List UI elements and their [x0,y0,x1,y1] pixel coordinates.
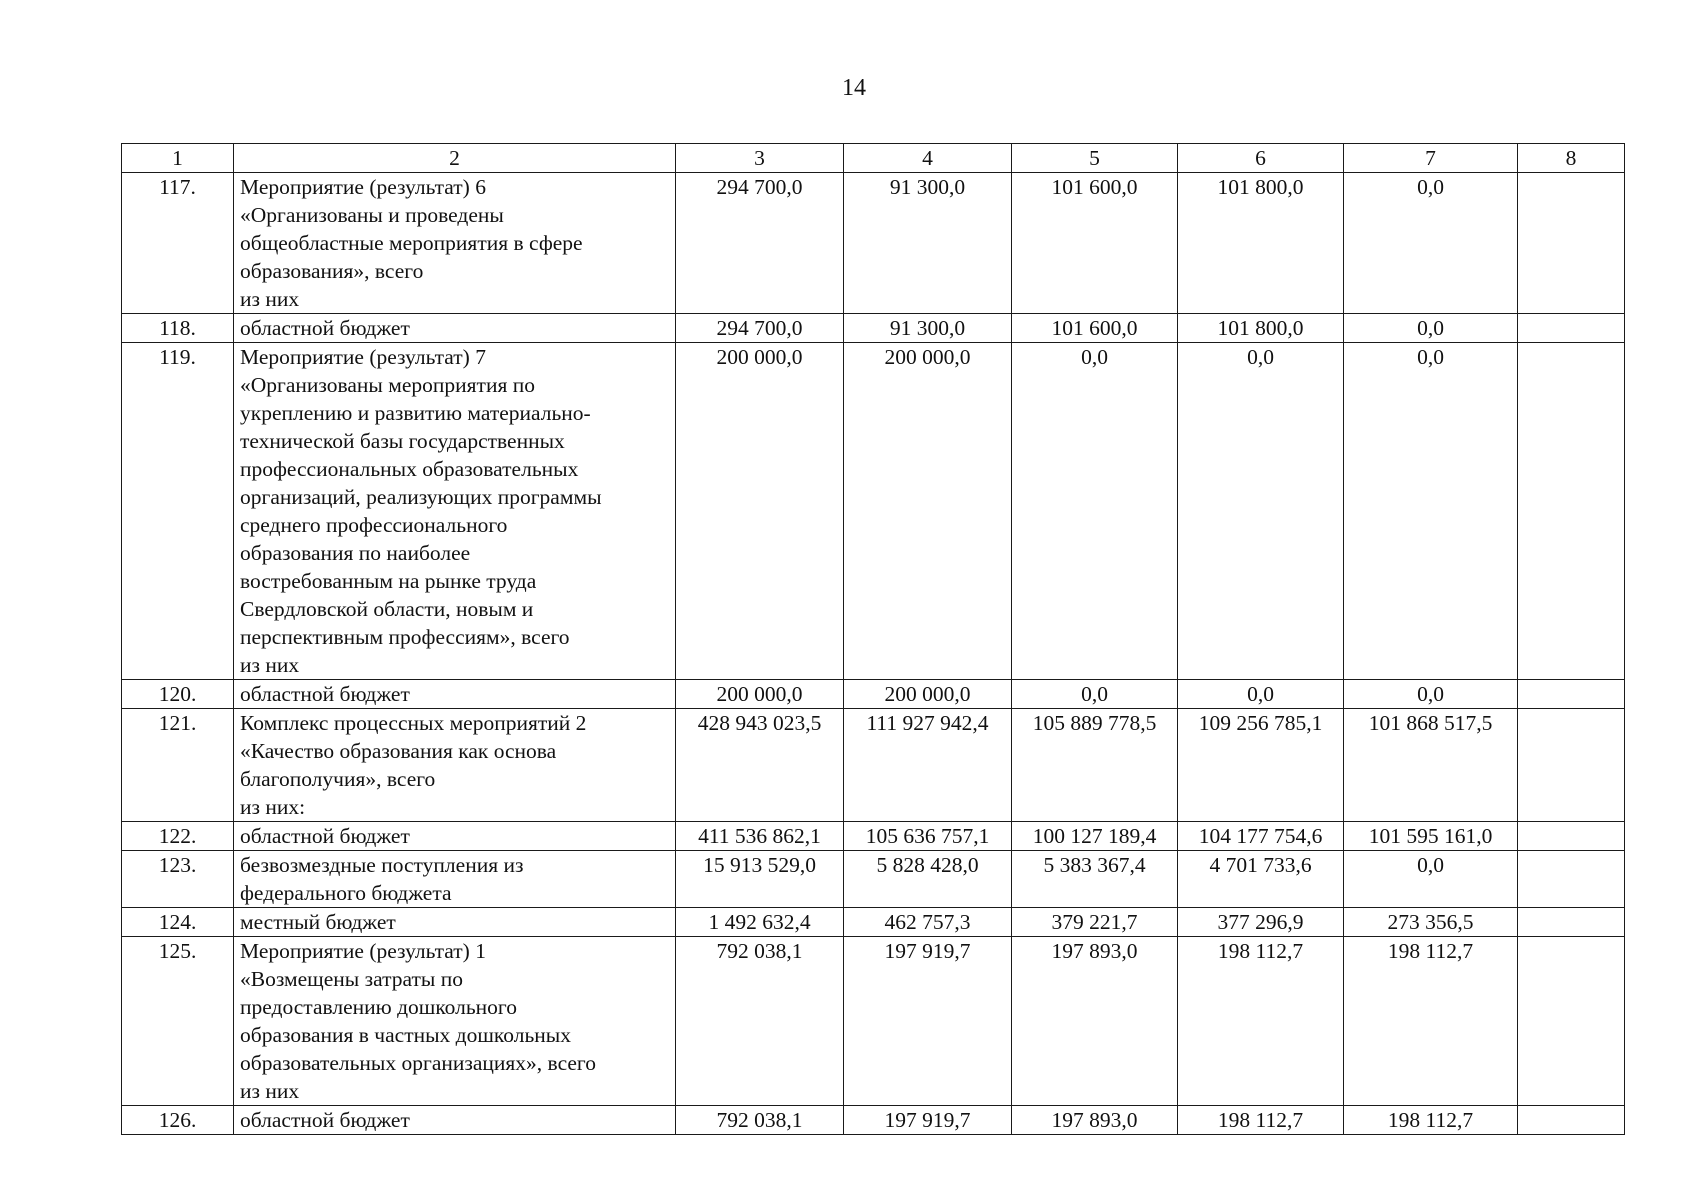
table-row [122,709,1625,822]
value-cell-col-5: 0,0 [1012,680,1178,709]
description-line: «Организованы и проведены [240,203,504,227]
value-cell-col-4: 105 636 757,1 [844,822,1012,851]
value-cell-col-8 [1518,822,1625,851]
row-number: 124. [122,908,234,937]
value-cell-col-8 [1518,343,1625,680]
value-cell-col-3: 294 700,0 [676,173,844,314]
row-description [234,851,676,908]
row-number: 120. [122,680,234,709]
table-row [122,173,1625,314]
description-line: Мероприятие (результат) 6 [240,175,486,199]
row-number: 123. [122,851,234,908]
row-description [234,908,676,937]
value-cell-col-7: 0,0 [1344,314,1518,343]
value-cell-col-3: 200 000,0 [676,343,844,680]
row-number: 118. [122,314,234,343]
value-cell-col-7: 273 356,5 [1344,908,1518,937]
row-description [234,937,676,1106]
description-line: образования в частных дошкольных [240,1023,571,1047]
description-line: областной бюджет [240,1108,410,1132]
value-cell-col-6: 4 701 733,6 [1178,851,1344,908]
value-cell-col-4: 197 919,7 [844,1106,1012,1135]
value-cell-col-3: 294 700,0 [676,314,844,343]
description-line: Мероприятие (результат) 7 [240,345,486,369]
value-cell-col-5: 100 127 189,4 [1012,822,1178,851]
column-number-row [122,144,1625,173]
value-cell-col-8 [1518,1106,1625,1135]
description-line: из них [240,287,300,311]
row-number: 121. [122,709,234,822]
description-line: благополучия», всего [240,767,436,791]
description-line: федерального бюджета [240,881,452,905]
column-header: 8 [1518,144,1625,173]
description-line: «Организованы мероприятия по [240,373,535,397]
column-header: 7 [1344,144,1518,173]
description-line: профессиональных образовательных [240,457,579,481]
value-cell-col-6: 104 177 754,6 [1178,822,1344,851]
value-cell-col-6: 109 256 785,1 [1178,709,1344,822]
value-cell-col-7: 101 595 161,0 [1344,822,1518,851]
column-header: 2 [234,144,676,173]
description-line: областной бюджет [240,824,410,848]
table-row [122,680,1625,709]
budget-table [121,143,1625,1135]
value-cell-col-8 [1518,908,1625,937]
table-row [122,314,1625,343]
column-header: 6 [1178,144,1344,173]
table-row [122,343,1625,680]
value-cell-col-6: 198 112,7 [1178,1106,1344,1135]
value-cell-col-4: 197 919,7 [844,937,1012,1106]
column-header: 5 [1012,144,1178,173]
description-line: из них: [240,795,306,819]
value-cell-col-5: 101 600,0 [1012,173,1178,314]
value-cell-col-6: 101 800,0 [1178,173,1344,314]
value-cell-col-6: 0,0 [1178,343,1344,680]
description-line: укреплению и развитию материально- [240,401,591,425]
row-description [234,343,676,680]
table-row [122,908,1625,937]
value-cell-col-4: 91 300,0 [844,173,1012,314]
value-cell-col-3: 428 943 023,5 [676,709,844,822]
row-description [234,709,676,822]
value-cell-col-5: 0,0 [1012,343,1178,680]
description-line: Мероприятие (результат) 1 [240,939,486,963]
column-header: 1 [122,144,234,173]
value-cell-col-5: 101 600,0 [1012,314,1178,343]
value-cell-col-5: 197 893,0 [1012,937,1178,1106]
value-cell-col-4: 462 757,3 [844,908,1012,937]
column-header: 4 [844,144,1012,173]
description-line: Комплекс процессных мероприятий 2 [240,711,587,735]
row-number: 125. [122,937,234,1106]
value-cell-col-7: 198 112,7 [1344,937,1518,1106]
row-number: 122. [122,822,234,851]
value-cell-col-7: 0,0 [1344,173,1518,314]
table-row [122,851,1625,908]
table-body [122,144,1625,1135]
value-cell-col-5: 5 383 367,4 [1012,851,1178,908]
value-cell-col-5: 197 893,0 [1012,1106,1178,1135]
description-line: технической базы государственных [240,429,565,453]
description-line: «Качество образования как основа [240,739,557,763]
description-line: предоставлению дошкольного [240,995,517,1019]
description-line: образования», всего [240,259,424,283]
row-description [234,822,676,851]
row-number: 117. [122,173,234,314]
table-row [122,937,1625,1106]
value-cell-col-3: 792 038,1 [676,1106,844,1135]
description-line: местный бюджет [240,910,396,934]
value-cell-col-5: 379 221,7 [1012,908,1178,937]
column-header: 3 [676,144,844,173]
value-cell-col-3: 1 492 632,4 [676,908,844,937]
value-cell-col-8 [1518,173,1625,314]
value-cell-col-8 [1518,314,1625,343]
row-number: 119. [122,343,234,680]
value-cell-col-7: 0,0 [1344,343,1518,680]
value-cell-col-6: 198 112,7 [1178,937,1344,1106]
page-number: 14 [842,75,866,101]
value-cell-col-4: 200 000,0 [844,343,1012,680]
row-number: 126. [122,1106,234,1135]
value-cell-col-7: 0,0 [1344,851,1518,908]
value-cell-col-8 [1518,680,1625,709]
description-line: общеобластные мероприятия в сфере [240,231,583,255]
value-cell-col-6: 0,0 [1178,680,1344,709]
value-cell-col-6: 377 296,9 [1178,908,1344,937]
row-description [234,173,676,314]
description-line: из них [240,1079,300,1103]
value-cell-col-3: 411 536 862,1 [676,822,844,851]
description-line: «Возмещены затраты по [240,967,463,991]
value-cell-col-6: 101 800,0 [1178,314,1344,343]
description-line: Свердловской области, новым и [240,597,534,621]
value-cell-col-8 [1518,937,1625,1106]
row-description [234,314,676,343]
value-cell-col-8 [1518,709,1625,822]
value-cell-col-4: 5 828 428,0 [844,851,1012,908]
value-cell-col-7: 0,0 [1344,680,1518,709]
description-line: организаций, реализующих программы [240,485,602,509]
value-cell-col-7: 198 112,7 [1344,1106,1518,1135]
table-row [122,1106,1625,1135]
value-cell-col-4: 111 927 942,4 [844,709,1012,822]
description-line: из них [240,653,300,677]
value-cell-col-5: 105 889 778,5 [1012,709,1178,822]
table-row [122,822,1625,851]
row-description [234,680,676,709]
value-cell-col-3: 15 913 529,0 [676,851,844,908]
description-line: образования по наиболее [240,541,471,565]
row-description [234,1106,676,1135]
description-line: образовательных организациях», всего [240,1051,596,1075]
description-line: областной бюджет [240,316,410,340]
value-cell-col-3: 792 038,1 [676,937,844,1106]
description-line: среднего профессионального [240,513,508,537]
value-cell-col-7: 101 868 517,5 [1344,709,1518,822]
description-line: перспективным профессиям», всего [240,625,570,649]
value-cell-col-3: 200 000,0 [676,680,844,709]
value-cell-col-8 [1518,851,1625,908]
description-line: безвозмездные поступления из [240,853,524,877]
value-cell-col-4: 91 300,0 [844,314,1012,343]
description-line: областной бюджет [240,682,410,706]
description-line: востребованным на рынке труда [240,569,537,593]
value-cell-col-4: 200 000,0 [844,680,1012,709]
